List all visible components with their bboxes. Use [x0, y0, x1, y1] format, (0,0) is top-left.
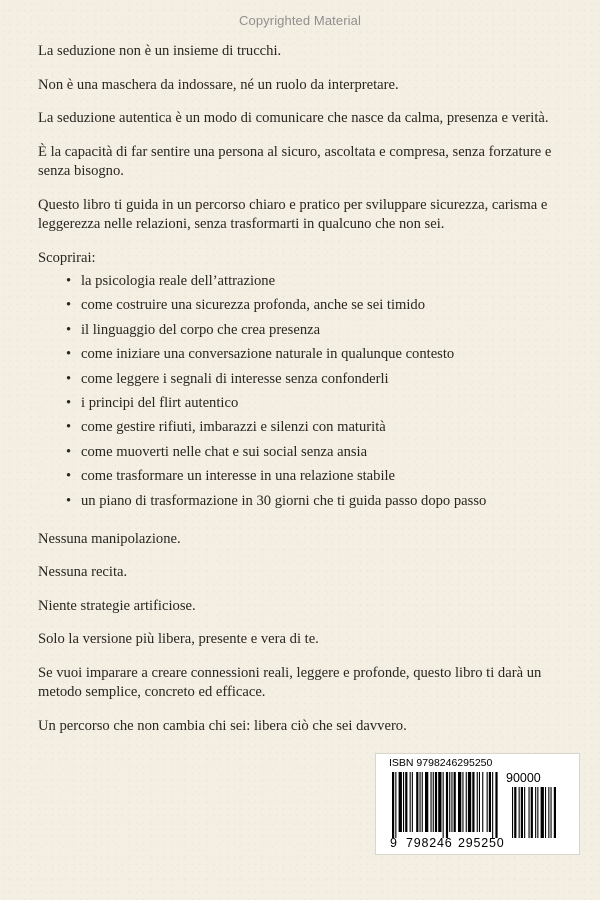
bullet-icon: •: [66, 346, 72, 363]
list-heading: Scoprirai:: [38, 249, 96, 266]
barcode-bar: [399, 772, 402, 832]
list-item: [38, 296, 574, 320]
barcode-bar: [479, 772, 480, 832]
barcode-bar: [395, 772, 396, 838]
barcode-bar: [462, 772, 463, 832]
list-item: [38, 394, 574, 418]
paragraph: È la capacità di far sentire una persona al sicuro, ascoltata e compresa, senza forzature e senza bisogno.: [38, 143, 552, 179]
back-cover-text: [38, 42, 574, 750]
barcode-addon-bar: [514, 787, 516, 838]
barcode-bar: [405, 772, 407, 832]
barcode-addon-bar: [548, 787, 549, 838]
barcode-bar: [410, 772, 411, 832]
barcode-bar: [446, 772, 448, 838]
barcode-bar: [492, 772, 493, 838]
list-item-text: come trasformare un interesse in una relazione stabile: [81, 468, 396, 485]
barcode-bar: [489, 772, 491, 832]
barcode-bars: [384, 769, 572, 839]
barcode-bar: [431, 772, 432, 832]
paragraph: Non è una maschera da indossare, né un ruolo da interpretare.: [38, 76, 399, 93]
bullet-icon: •: [66, 297, 72, 314]
barcode-bar: [403, 772, 404, 832]
list-item-text: come iniziare una conversazione naturale in qualunque contesto: [81, 346, 455, 363]
list-item: [38, 492, 574, 516]
barcode-bar: [422, 772, 423, 832]
isbn-barcode: [375, 753, 580, 855]
paragraph: La seduzione autentica è un modo di comunicare che nasce da calma, presenza e verità.: [38, 110, 549, 126]
barcode-bar: [416, 772, 418, 832]
benefits-list: [38, 272, 574, 516]
list-item: [38, 345, 574, 369]
list-item-text: come muoverti nelle chat e sui social senza ansia: [81, 443, 368, 460]
barcode-bar: [454, 772, 456, 832]
barcode-bar: [458, 772, 461, 832]
barcode-bar: [487, 772, 488, 832]
barcode-addon-bar: [554, 787, 556, 838]
barcode-bar: [433, 772, 434, 832]
barcode-addon-bar: [512, 787, 513, 838]
paragraph: Se vuoi imparare a creare connessioni reali, leggere e profonde, questo libro ti darà un metodo semplice, concreto ed efficace.: [38, 664, 542, 701]
isbn-label: ISBN 9798246295250: [389, 757, 493, 769]
barcode-addon-bar: [529, 787, 530, 838]
list-item-text: come leggere i segnali di interesse senza confonderli: [81, 370, 389, 387]
list-item-text: la psicologia reale dell’attrazione: [81, 273, 276, 289]
barcode-bar: [477, 772, 478, 832]
list-item-text: il linguaggio del corpo che crea presenza: [81, 321, 321, 338]
barcode-bar: [472, 772, 474, 832]
paragraph: Nessuna recita.: [38, 564, 128, 581]
barcode-bar: [468, 772, 471, 832]
barcode-bar: [412, 772, 413, 832]
barcode-addon-bar: [535, 787, 536, 838]
paragraph: Niente strategie artificiose.: [38, 597, 196, 614]
paragraph: Un percorso che non cambia chi sei: libera ciò che sei davvero.: [38, 717, 407, 734]
barcode-digits: [390, 836, 505, 850]
list-item: [38, 370, 574, 394]
barcode-bar: [420, 772, 421, 832]
barcode-bar: [438, 772, 441, 832]
list-item-text: come gestire rifiuti, imbarazzi e silenzi con maturità: [81, 419, 386, 436]
barcode-addon-bar: [519, 787, 520, 838]
barcode-addon-bar: [551, 787, 552, 838]
barcode-digit-group: 798246: [406, 836, 453, 850]
barcode-addon-bar: [524, 787, 525, 838]
list-item: [38, 272, 574, 296]
list-item-text: i principi del flirt autentico: [81, 394, 239, 411]
list-item-text: come costruire una sicurezza profonda, anche se sei timido: [81, 297, 426, 314]
barcode-addon-bar: [521, 787, 523, 838]
bullet-icon: •: [66, 492, 72, 509]
barcode-bar: [435, 772, 437, 832]
watermark-top: Copyrighted Material: [239, 13, 361, 28]
list-item: [38, 418, 574, 442]
barcode-addon-bar: [531, 787, 533, 838]
barcode-bar: [392, 772, 394, 838]
bullet-icon: •: [66, 468, 72, 485]
barcode-bar: [449, 772, 450, 832]
barcode-bar: [443, 772, 444, 838]
barcode-addon-digits: 90000: [506, 771, 541, 785]
bullet-icon: •: [66, 273, 72, 289]
barcode-bar: [425, 772, 428, 832]
paragraph: La seduzione non è un insieme di trucchi.: [38, 43, 282, 59]
bullet-icon: •: [66, 321, 72, 338]
bullet-icon: •: [66, 419, 72, 436]
bullet-icon: •: [66, 443, 72, 460]
barcode-addon-bar: [545, 787, 546, 838]
paragraph: Nessuna manipolazione.: [38, 530, 181, 547]
barcode-bar: [482, 772, 483, 832]
bullet-icon: •: [66, 394, 72, 411]
list-item-text: un piano di trasformazione in 30 giorni che ti guida passo dopo passo: [81, 492, 487, 509]
list-item: [38, 321, 574, 345]
bullet-icon: •: [66, 370, 72, 387]
barcode-digit-first: 9: [390, 836, 398, 850]
barcode-bar: [451, 772, 452, 832]
barcode-bar: [495, 772, 497, 838]
barcode-bar: [466, 772, 467, 832]
barcode-addon-bar: [537, 787, 538, 838]
paragraph: Solo la versione più libera, presente e vera di te.: [38, 631, 319, 648]
barcode-addon-bar: [541, 787, 544, 838]
paragraph: Questo libro ti guida in un percorso chiaro e pratico per sviluppare sicurezza, carisma e leggerezza nelle relazioni, senza trasformarti in qualcuno che non sei.: [38, 196, 548, 232]
list-item: [38, 467, 574, 491]
barcode-digit-group: 295250: [458, 836, 505, 850]
list-item: [38, 443, 574, 467]
